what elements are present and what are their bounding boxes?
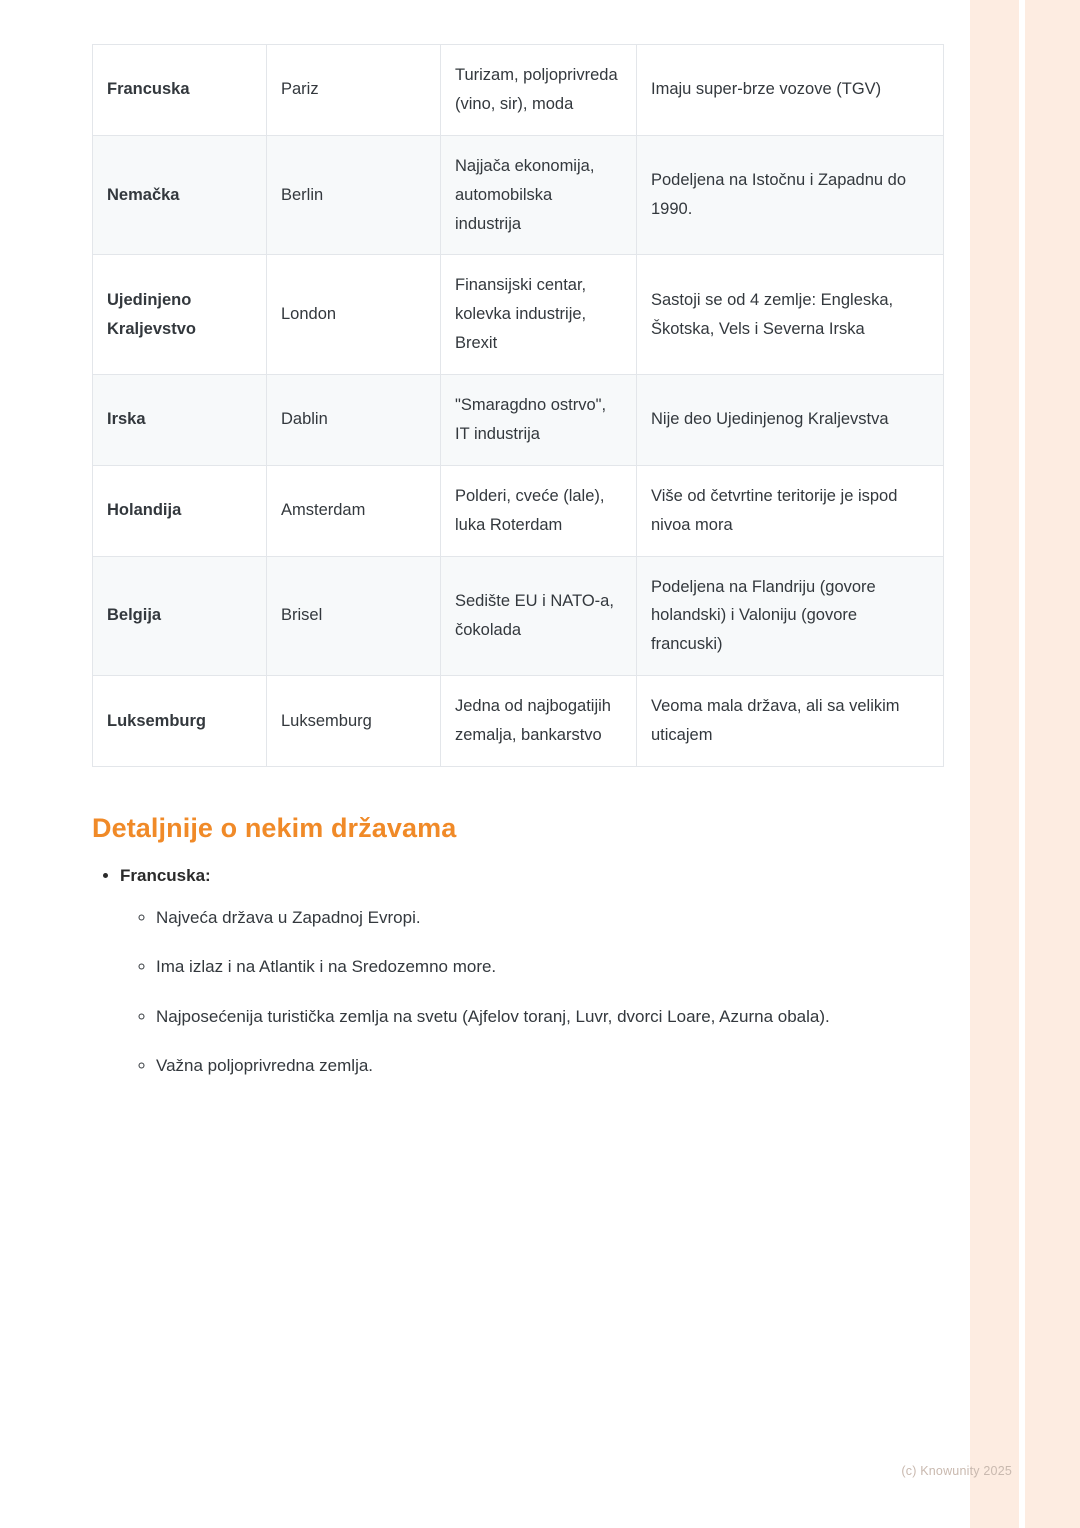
cell-capital: Amsterdam bbox=[267, 465, 441, 556]
table-row bbox=[93, 375, 944, 466]
decorative-band-stripe bbox=[1019, 0, 1025, 1528]
cell-features: Sedište EU i NATO-a, čokolada bbox=[441, 556, 637, 676]
cell-features: "Smaragdno ostrvo", IT industrija bbox=[441, 375, 637, 466]
cell-features: Najjača ekonomija, automobilska industrija bbox=[441, 135, 637, 255]
cell-features: Jedna od najbogatijih zemalja, bankarstvo bbox=[441, 676, 637, 767]
cell-country: Belgija bbox=[93, 556, 267, 676]
document-content bbox=[92, 0, 922, 1102]
cell-country: Nemačka bbox=[93, 135, 267, 255]
list-item bbox=[120, 866, 922, 1080]
sub-list bbox=[120, 904, 922, 1080]
section-title: Detaljnije o nekim državama bbox=[92, 812, 457, 843]
list-item-label: Francuska: bbox=[120, 865, 211, 885]
cell-notes: Imaju super-brze vozove (TGV) bbox=[637, 45, 944, 136]
table-row bbox=[93, 45, 944, 136]
cell-notes: Nije deo Ujedinjenog Kraljevstva bbox=[637, 375, 944, 466]
cell-capital: Berlin bbox=[267, 135, 441, 255]
cell-capital: Pariz bbox=[267, 45, 441, 136]
table-row bbox=[93, 255, 944, 375]
table-row bbox=[93, 676, 944, 767]
sub-list-item: ◦ Ima izlaz i na Atlantik i na Sredozemno more. bbox=[156, 953, 856, 981]
cell-country: Irska bbox=[93, 375, 267, 466]
cell-capital: Luksemburg bbox=[267, 676, 441, 767]
details-list bbox=[92, 866, 922, 1080]
cell-country: Francuska bbox=[93, 45, 267, 136]
table-row bbox=[93, 135, 944, 255]
cell-country: Luksemburg bbox=[93, 676, 267, 767]
cell-features: Polderi, cveće (lale), luka Roterdam bbox=[441, 465, 637, 556]
cell-capital: Brisel bbox=[267, 556, 441, 676]
decorative-right-band bbox=[970, 0, 1080, 1528]
cell-notes: Veoma mala država, ali sa velikim uticajem bbox=[637, 676, 944, 767]
cell-features: Finansijski centar, kolevka industrije, Brexit bbox=[441, 255, 637, 375]
sub-list-item: ◦ Važna poljoprivredna zemlja. bbox=[156, 1052, 856, 1080]
cell-notes: Više od četvrtine teritorije je ispod nivoa mora bbox=[637, 465, 944, 556]
cell-country: Ujedinjeno Kraljevstvo bbox=[93, 255, 267, 375]
cell-notes: Podeljena na Flandriju (govore holandski) i Valoniju (govore francuski) bbox=[637, 556, 944, 676]
countries-table bbox=[92, 44, 944, 767]
cell-capital: Dablin bbox=[267, 375, 441, 466]
cell-capital: London bbox=[267, 255, 441, 375]
cell-country: Holandija bbox=[93, 465, 267, 556]
cell-notes: Podeljena na Istočnu i Zapadnu do 1990. bbox=[637, 135, 944, 255]
sub-list-item: ◦ Najveća država u Zapadnoj Evropi. bbox=[156, 904, 856, 932]
sub-list-item: ◦ Najposećenija turistička zemlja na svetu (Ajfelov toranj, Luvr, dvorci Loare, Azurna obala). bbox=[156, 1003, 856, 1031]
table-row bbox=[93, 556, 944, 676]
table-row bbox=[93, 465, 944, 556]
cell-features: Turizam, poljoprivreda (vino, sir), moda bbox=[441, 45, 637, 136]
cell-notes: Sastoji se od 4 zemlje: Engleska, Škotska, Vels i Severna Irska bbox=[637, 255, 944, 375]
copyright-credit: (c) Knowunity 2025 bbox=[901, 1464, 1012, 1478]
